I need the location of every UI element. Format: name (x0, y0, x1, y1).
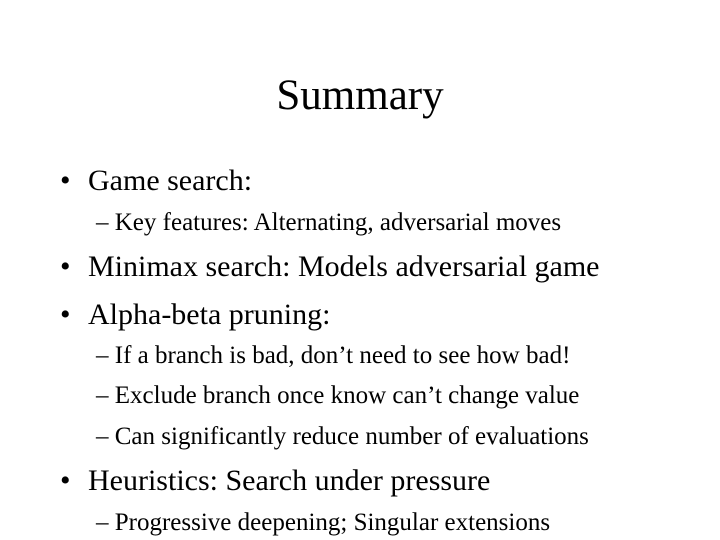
bullet-text: Game search: (88, 164, 253, 197)
sub-bullet: – Can significantly reduce number of evaluations (96, 423, 589, 450)
sub-bullet: – Key features: Alternating, adversarial moves (96, 209, 562, 236)
bullet-marker: • (60, 250, 71, 283)
sub-bullet: – Exclude branch once know can’t change value (96, 382, 580, 409)
slide-title: Summary (276, 72, 444, 119)
bullet-text: Alpha-beta pruning: (88, 298, 331, 331)
bullet-alpha-beta (60, 297, 330, 333)
bullet-marker: • (60, 298, 71, 331)
bullet-marker: • (60, 464, 71, 497)
bullet-heuristics (60, 463, 490, 499)
bullet-text: Heuristics: Search under pressure (88, 464, 491, 497)
sub-bullet: – If a branch is bad, don’t need to see how bad! (96, 342, 571, 369)
bullet-text: Minimax search: Models adversarial game (88, 250, 600, 283)
bullet-minimax (60, 249, 600, 285)
bullet-game-search (60, 163, 252, 199)
sub-bullet: – Progressive deepening; Singular extensions (96, 509, 551, 536)
bullet-marker: • (60, 164, 71, 197)
